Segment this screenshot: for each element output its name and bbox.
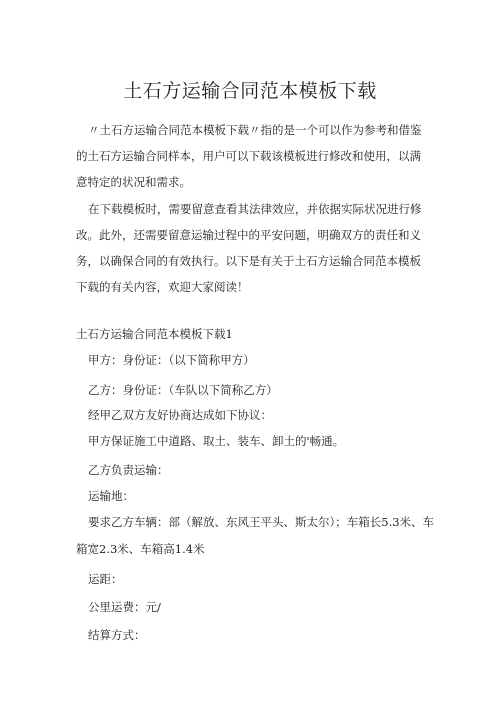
- party-b-line: 乙方：身份证：（车队以下简称乙方）: [88, 383, 278, 397]
- distance-line: 运距：: [88, 572, 123, 586]
- intro-paragraph: 在下载模板时，需要留意查看其法律效应，并依据实际状况进行修改。此外，还需要留意运输过程中的平安问题，明确双方的责任和义务，以确保合同的有效执行。以下是有关于土石方运输合同范本模板下载的有关内容，欢迎大家阅读！: [76, 202, 422, 294]
- agreement-intro-line: 经甲乙双方友好协商达成如下协议：: [88, 408, 272, 422]
- freight-line: 公里运费：元/: [88, 600, 161, 614]
- section-heading: 土石方运输合同范本模板下载1: [76, 327, 233, 341]
- party-b-responsibility-line: 乙方负责运输：: [88, 463, 169, 477]
- destination-line: 运输地：: [88, 489, 134, 503]
- vehicle-requirement-line: 要求乙方车辆：部（解放、东风王平头、斯太尔）；车箱长5.3米、车: [88, 515, 435, 529]
- document-title: 土石方运输合同范本模板下载: [123, 80, 377, 102]
- settlement-line: 结算方式：: [88, 628, 146, 642]
- party-a-guarantee-line: 甲方保证施工中道路、取土、装车、卸土的'畅通。: [88, 434, 345, 448]
- party-a-line: 甲方：身份证：（以下简称甲方）: [88, 353, 255, 367]
- vehicle-requirement-line-cont: 箱宽2.3米、车箱高1.4米: [76, 542, 205, 556]
- intro-paragraph: 〃土石方运输合同范本模板下载〃指的是一个可以作为参考和借鉴的土石方运输合同样本，用户可以下载该模板进行修改和使用，以满意特定的状况和需求。: [76, 123, 422, 189]
